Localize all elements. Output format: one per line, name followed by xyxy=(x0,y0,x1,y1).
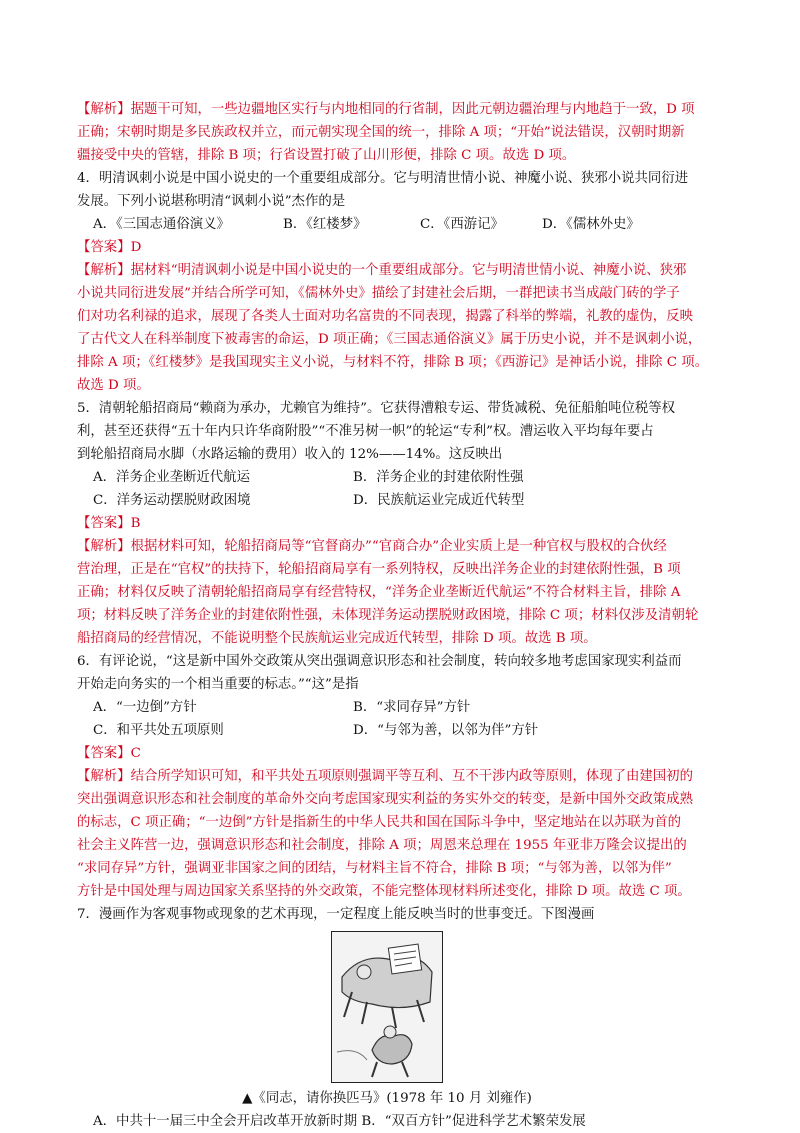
question-7 xyxy=(77,903,717,1133)
question-4 xyxy=(77,167,717,397)
options-row xyxy=(77,213,717,236)
analysis-tag: 【解析】 xyxy=(77,263,131,278)
question-6 xyxy=(77,650,717,903)
options-grid xyxy=(77,696,717,742)
analysis-text: 们对功名利禄的追求，展现了各类人士面对功名富贵的不同表现，揭露了科举的弊端，礼教的虚伪，反映 xyxy=(77,309,693,324)
question-stem: 4．明清讽刺小说是中国小说史的一个重要组成部分。它与明清世情小说、神魔小说、狭邪小说共同衍进 xyxy=(77,171,689,186)
options-grid xyxy=(77,466,717,512)
analysis-text: “求同存异”方针，强调亚非国家之间的团结，与材料主旨不符合，排除 B 项；“与邻为善，以邻为伴” xyxy=(77,861,672,876)
option-d: D．《儒林外史》 xyxy=(542,217,640,232)
page-content xyxy=(77,98,717,1133)
analysis-text: 社会主义阵营一边，强调意识形态和社会制度，排除 A 项；周恩来总理在 1955 年亚非万隆会议提出的 xyxy=(77,838,687,853)
analysis-text: 据题干可知，一些边疆地区实行与内地相同的行省制，因此元朝边疆治理与内地趋于一致，D 项 xyxy=(130,102,695,117)
option-b: B．“求同存异”方针 xyxy=(353,700,471,715)
analysis-text: 方针是中国处理与周边国家关系坚持的外交政策，不能完整体现材料所述变化，排除 D 项。故选 C 项。 xyxy=(77,884,691,899)
q4-analysis xyxy=(77,259,717,397)
answer-line xyxy=(77,512,717,535)
question-stem: 发展。下列小说堪称明清“讽刺小说”杰作的是 xyxy=(77,194,346,209)
analysis-text: 突出强调意识形态和社会制度的革命外交向考虑国家现实利益的务实外交的转变，是新中国外交政策成熟 xyxy=(77,792,693,807)
options-line: A．中共十一届三中全会开启改革开放新时期 B．“双百方针”促进科学艺术繁荣发展 xyxy=(93,1114,586,1129)
figure-caption: ▲《同志，请你换匹马》(1978 年 10 月 刘雍作) xyxy=(242,1091,532,1106)
option-d: D．“与邻为善，以邻为伴”方针 xyxy=(353,723,539,738)
option-c: C．和平共处五项原则 xyxy=(93,723,224,738)
answer-line xyxy=(77,236,717,259)
question-stem: 7．漫画作为客观事物或现象的艺术再现，一定程度上能反映当时的世事变迁。下图漫画 xyxy=(77,907,595,922)
analysis-text: 结合所学知识可知，和平共处五项原则强调平等互利、互不干涉内政等原则，体现了由建国初的 xyxy=(130,769,693,784)
analysis-text: 项；材料反映了洋务企业的封建依附性强，未体现洋务运动摆脱财政困境，排除 C 项；材料仅涉及清朝轮 xyxy=(77,608,699,623)
question-stem: 到轮船招商局水脚（水路运输的费用）收入的 12%——14%。这反映出 xyxy=(77,447,503,462)
analysis-text: 据材料“明清讽刺小说是中国小说史的一个重要组成部分。它与明清世情小说、神魔小说、狭邪 xyxy=(130,263,687,278)
question-stem: 5．清朝轮船招商局“赖商为承办，尤赖官为维持”。它获得漕粮专运、带货减税、免征船舶吨位税等权 xyxy=(77,401,676,416)
answer-tag: 【答案】 xyxy=(77,240,131,255)
answer-tag: 【答案】 xyxy=(77,516,131,531)
option-c: C．《西游记》 xyxy=(420,217,504,232)
cartoon-image xyxy=(331,931,443,1083)
option-a: A．《三国志通俗演义》 xyxy=(93,217,230,232)
analysis-text: 疆接受中央的管辖，排除 B 项；行省设置打破了山川形便，排除 C 项。故选 D 项。 xyxy=(77,148,576,163)
option-a: A．“一边倒”方针 xyxy=(93,700,197,715)
option-d: D．民族航运业完成近代转型 xyxy=(353,493,525,508)
analysis-text: 故选 D 项。 xyxy=(77,378,150,393)
question-stem: 6．有评论说，“这是新中国外交政策从突出强调意识形态和社会制度，转向较多地考虑国家现实利益而 xyxy=(77,654,682,669)
q3-analysis xyxy=(77,98,717,167)
option-a: A．洋务企业垄断近代航运 xyxy=(93,470,250,485)
answer-tag: 【答案】 xyxy=(77,746,131,761)
q6-analysis xyxy=(77,765,717,903)
answer-value: B xyxy=(130,516,141,531)
cartoon-illustration xyxy=(332,932,442,1082)
analysis-text: 了古代文人在科举制度下被毒害的命运，D 项正确；《三国志通俗演义》属于历史小说，并不是讽刺小说， xyxy=(77,332,702,347)
analysis-text: 小说共同衍进发展”并结合所学可知，《儒林外史》描绘了封建社会后期，一群把读书当成敲门砖的学子 xyxy=(77,286,680,301)
analysis-text: 船招商局的经营情况，不能说明整个民族航运业完成近代转型，排除 D 项。故选 B 项。 xyxy=(77,631,597,646)
analysis-tag: 【解析】 xyxy=(77,102,131,117)
analysis-tag: 【解析】 xyxy=(77,539,131,554)
option-b: B．《红楼梦》 xyxy=(283,217,367,232)
analysis-text: 排除 A 项；《红楼梦》是我国现实主义小说，与材料不符，排除 B 项；《西游记》是神话小说，排除 C 项。 xyxy=(77,355,709,370)
option-b: B．洋务企业的封建依附性强 xyxy=(353,470,524,485)
q5-analysis xyxy=(77,535,717,650)
question-stem: 利，甚至还获得“五十年内只许华商附股”“不准另树一帜”的轮运“专利”权。漕运收入平均每年要占 xyxy=(77,424,654,439)
option-c: C．洋务运动摆脱财政困境 xyxy=(93,493,251,508)
analysis-text: 营治理，正是在“官权”的扶持下，轮船招商局享有一系列特权，反映出洋务企业的封建依附性强，B 项 xyxy=(77,562,681,577)
analysis-tag: 【解析】 xyxy=(77,769,131,784)
answer-value: D xyxy=(130,240,142,255)
analysis-text: 根据材料可知，轮船招商局等“官督商办”“官商合办”企业实质上是一种官权与股权的合伙经 xyxy=(130,539,667,554)
question-5 xyxy=(77,397,717,650)
analysis-text: 正确；宋朝时期是多民族政权并立，而元朝实现全国的统一，排除 A 项；“开始”说法错误，汉朝时期新 xyxy=(77,125,685,140)
question-stem: 开始走向务实的一个相当重要的标志。”“这”是指 xyxy=(77,677,359,692)
answer-value: C xyxy=(130,746,141,761)
answer-line xyxy=(77,742,717,765)
analysis-text: 正确；材料仅反映了清朝轮船招商局享有经营特权，“洋务企业垄断近代航运”不符合材料主旨，排除 A xyxy=(77,585,681,600)
analysis-text: 的标志，C 项正确；“一边倒”方针是指新生的中华人民共和国在国际斗争中，坚定地站在以苏联为首的 xyxy=(77,815,681,830)
